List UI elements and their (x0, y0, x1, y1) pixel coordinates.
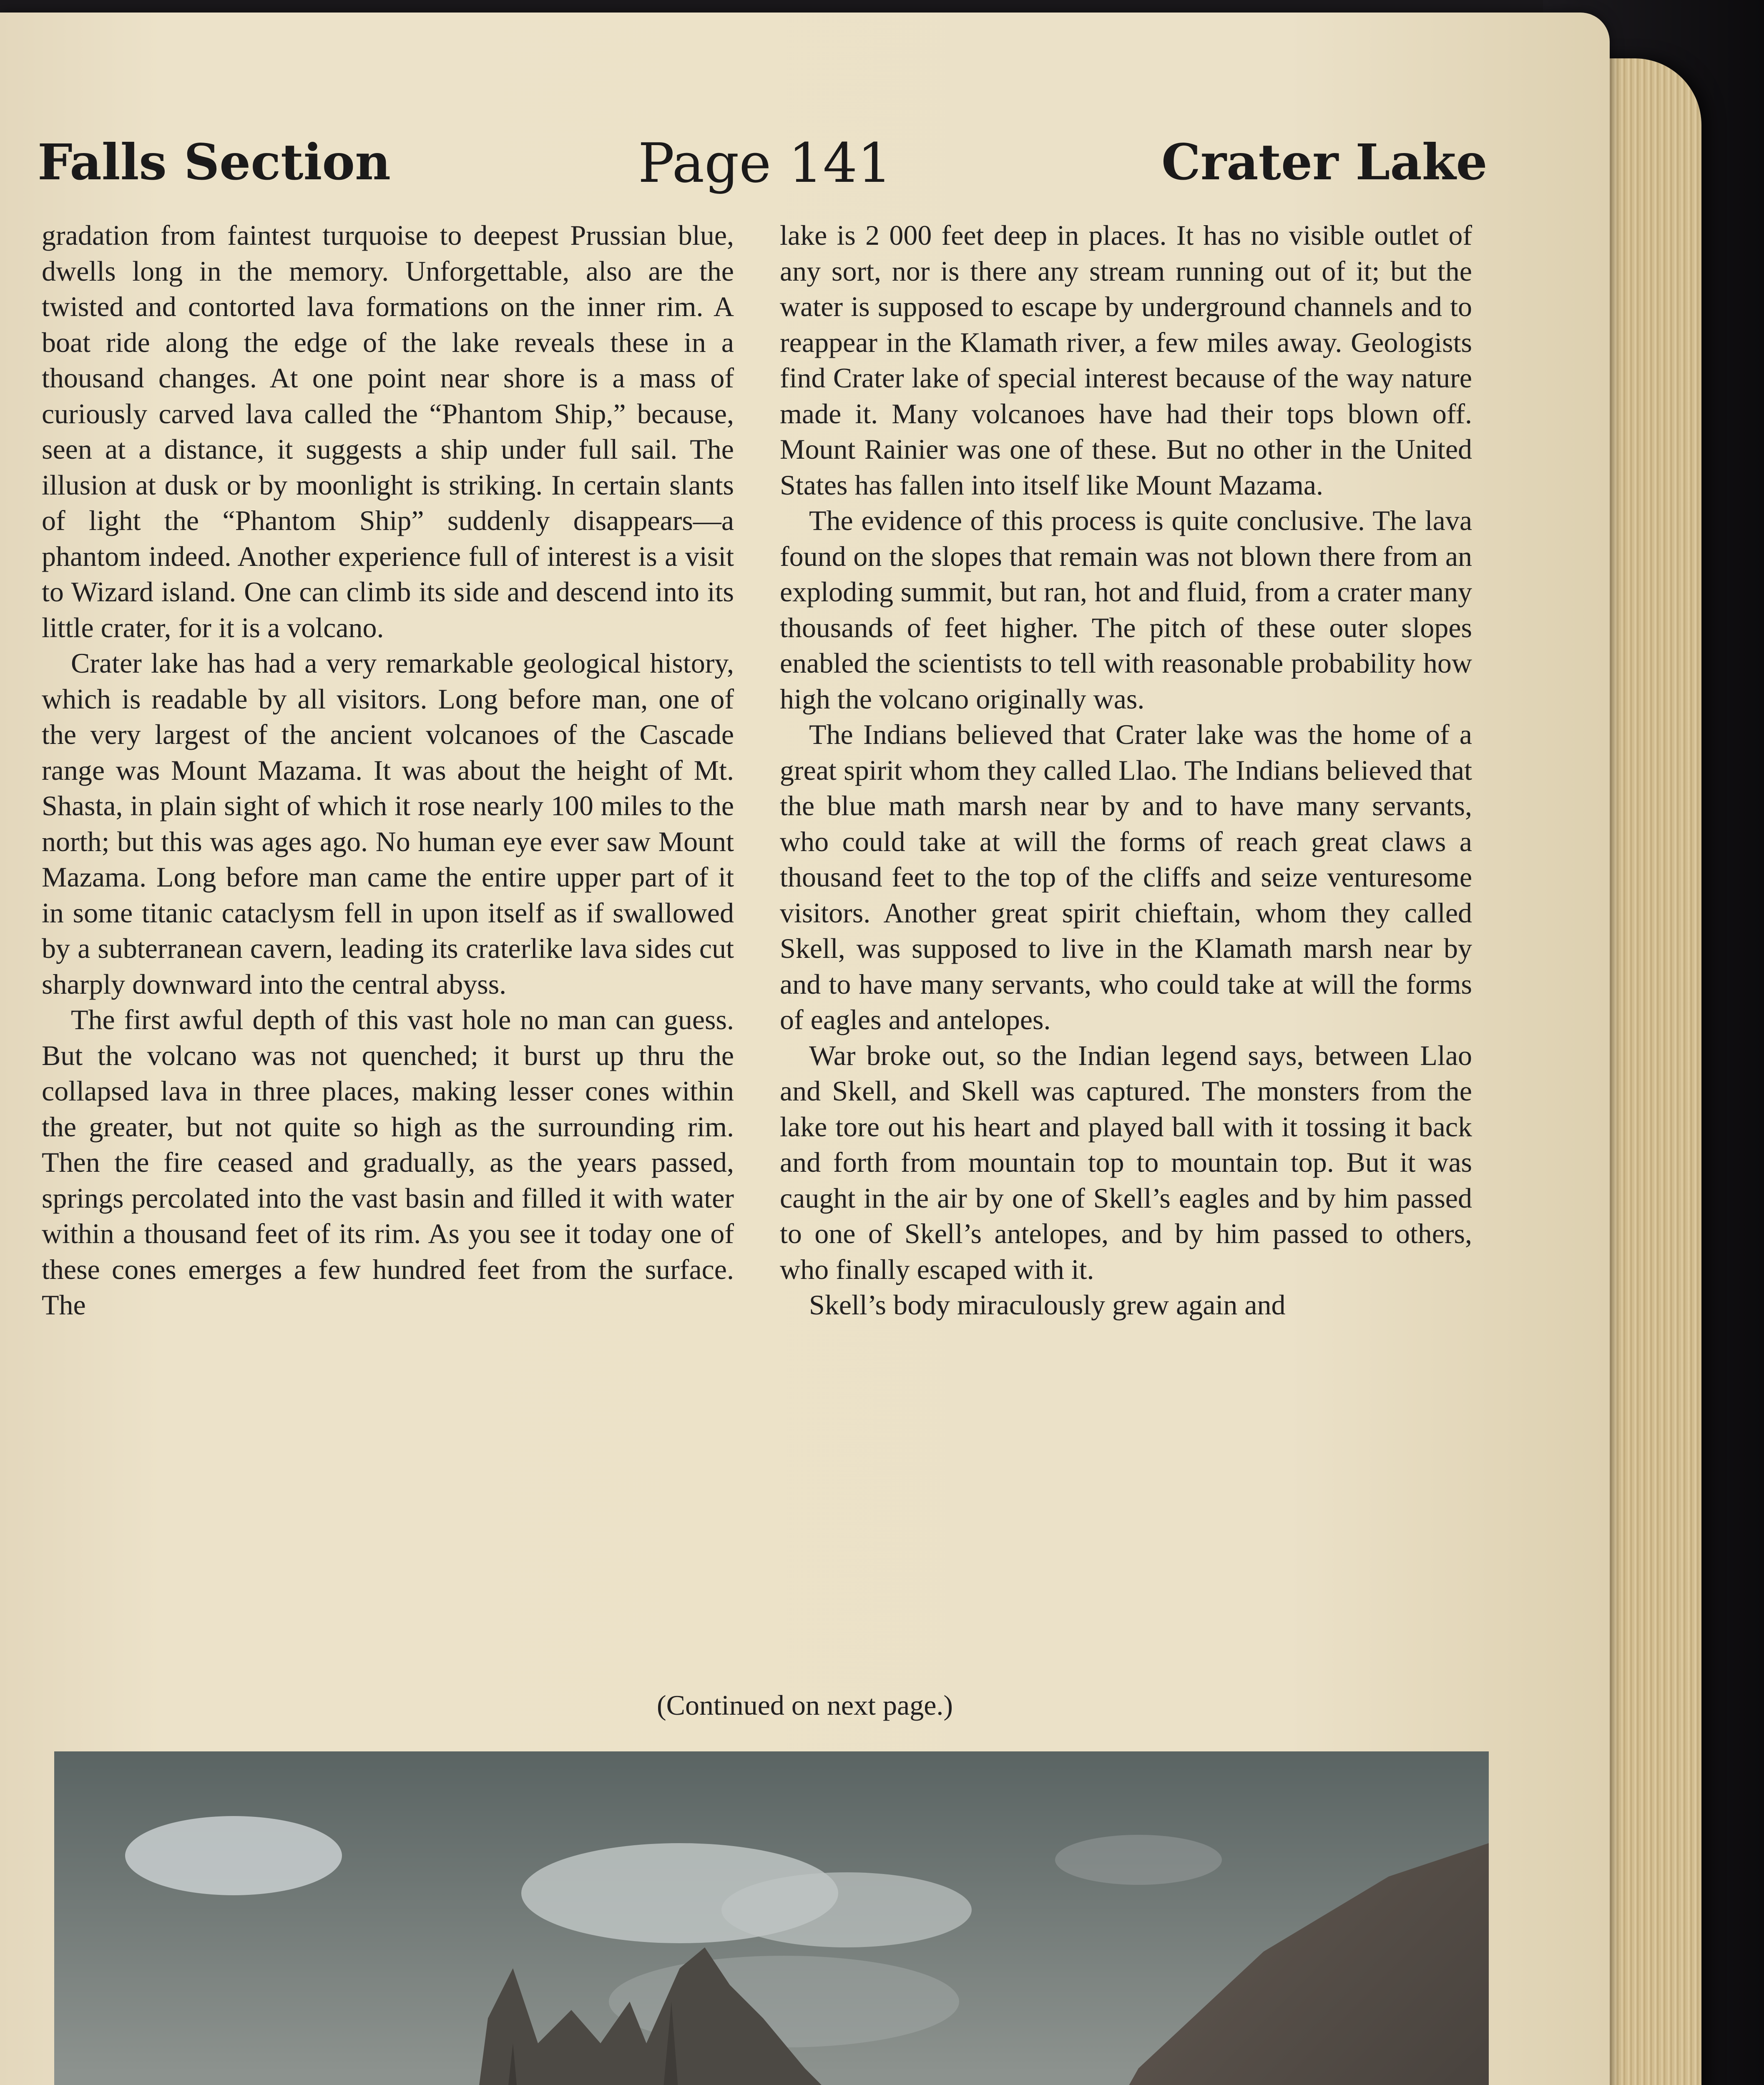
section-heading: Falls Section (38, 133, 391, 191)
paragraph: Skell’s body miraculously grew again and (809, 1289, 1286, 1321)
paragraph: The first awful depth of this vast hole no man can guess. But the volcano was not quenched; it burst up thru the collapsed lava in three places, making lesser cones within the greater, but not quite so high as the surrounding rim. Then the fire ceased and gradually, as the years passed, springs percolated into the vast basin and filled it with water within a thousand feet of its rim. As you see it today one of these cones emerges a few hundred feet from the surface. The (42, 1004, 734, 1321)
paragraph: Crater lake has had a very remarkable geological history, which is readable by all visitors. Long before man, one of the very largest of the ancient volcanoes of the Cascade range was Mount Mazama. It was about the height of Mt. Shasta, in plain sight of which it rose nearly 100 miles to the north; but this was ages ago. No human eye ever saw Mount Mazama. Long before man came the entire upper part of it in some titanic cataclysm fell in upon itself as if swallowed by a subterranean cavern, leading its craterlike lava sides cut sharply downward into the central abyss. (42, 647, 734, 1000)
continued-note: (Continued on next page.) (656, 1689, 953, 1721)
right-text-column (780, 218, 1472, 1323)
paragraph: The Indians believed that Crater lake was the home of a great spirit whom they called Llao. The Indians believed that the blue math marsh near by and to have many servants, who could take at will the forms of reach great claws a thousand feet to the top of the cliffs and seize venturesome visitors. Another great spirit chieftain, whom they called Skell, was supposed to live in the Klamath marsh near by and to have many servants, who could take at will the forms of eagles and antelopes. (780, 718, 1472, 1035)
paragraph: The evidence of this process is quite conclusive. The lava found on the slopes that remain was not blown there from an exploding summit, but ran, hot and fluid, from a crater many thousands of feet higher. The pitch of these outer slopes enabled the scientists to tell with reasonable probability how high the volcano originally was. (780, 505, 1472, 715)
phantom-ship-photograph (54, 1751, 1489, 2085)
paragraph: gradation from faintest turquoise to deepest Prussian blue, dwells long in the memory. Unforgettable, also are the twisted and contorted lava formations on the inner rim. A boat ride along the edge of the lake reveals these in a thousand changes. At one point near shore is a mass of curiously carved lava called the “Phantom Ship,” because, seen at a distance, it suggests a ship under full sail. The illusion at dusk or by moonlight is striking. In certain slants of light the “Phantom Ship” suddenly disappears—a phantom indeed. Another experience full of interest is a visit to Wizard island. One can climb its side and descend into its little crater, for it is a volcano. (42, 219, 734, 643)
paragraph: lake is 2 000 feet deep in places. It has no visible outlet of any sort, nor is there any stream running out of it; but the water is supposed to escape by underground channels and to reappear in the Klamath river, a few miles away. Geologists find Crater lake of special interest because of the way nature made it. Many volcanoes have had their tops blown off. Mount Rainier was one of these. But no other in the United States has fallen into itself like Mount Mazama. (780, 219, 1472, 501)
left-text-column (42, 218, 734, 1323)
page-number: Page 141 (638, 131, 892, 195)
book-page (0, 13, 1610, 2085)
paragraph: War broke out, so the Indian legend says, between Llao and Skell, and Skell was captured. The monsters from the lake tore out his heart and played ball with it tossing it back and forth from mountain top to mountain top. But it was caught in the air by one of Skell’s eagles and by him passed to one of Skell’s antelopes, and by him passed to others, who finally escaped with it. (780, 1039, 1472, 1285)
topic-heading: Crater Lake (1161, 133, 1488, 191)
